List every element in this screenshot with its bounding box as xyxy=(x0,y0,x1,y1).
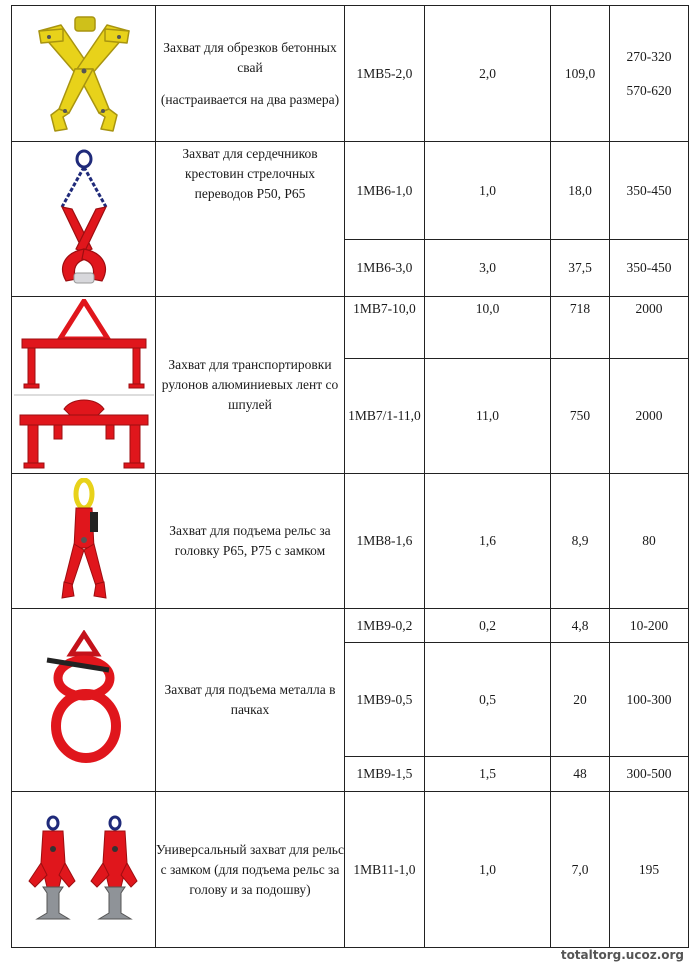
product-image-cell xyxy=(12,474,156,609)
product-image-cell xyxy=(12,609,156,792)
product-name-line: Захват для сердечников крестовин стрелочных переводов Р50, Р65 xyxy=(182,146,318,201)
mass-cell: 4,8 xyxy=(551,609,610,643)
size-cell: 2000 xyxy=(610,297,689,359)
model-cell: 1МВ7/1-11,0 xyxy=(345,359,425,474)
product-name-cell xyxy=(156,297,345,474)
load-cell: 0,2 xyxy=(425,609,551,643)
mass-cell: 18,0 xyxy=(551,142,610,240)
product-name-line: Захват для обрезков бетонных свай xyxy=(163,39,337,75)
red-universal-rail-grab-pair-icon xyxy=(19,815,149,925)
load-cell: 1,0 xyxy=(425,792,551,948)
load-cell: 2,0 xyxy=(425,6,551,142)
mass-cell: 7,0 xyxy=(551,792,610,948)
size-cell: 350-450 xyxy=(610,142,689,240)
table-row xyxy=(12,6,689,142)
product-name-cell xyxy=(156,142,345,297)
product-name-line: Захват для транспортировки рулонов алюминиевых лент со шпулей xyxy=(161,357,339,412)
model-cell: 1МВ9-0,2 xyxy=(345,609,425,643)
mass-cell: 8,9 xyxy=(551,474,610,609)
product-name-cell xyxy=(156,792,345,948)
product-name-note: (настраивается на два размера) xyxy=(160,91,340,107)
mass-cell: 20 xyxy=(551,643,610,757)
red-loop-bundle-grab-icon xyxy=(39,630,129,770)
table-row xyxy=(12,474,689,609)
size-cell xyxy=(610,6,689,142)
model-cell: 1МВ6-3,0 xyxy=(345,240,425,297)
product-image-cell xyxy=(12,6,156,142)
size-cell: 350-450 xyxy=(610,240,689,297)
size-value: 270-320 xyxy=(626,48,672,64)
model-cell: 1МВ9-1,5 xyxy=(345,757,425,792)
product-name-cell xyxy=(156,609,345,792)
load-cell: 3,0 xyxy=(425,240,551,297)
load-cell: 11,0 xyxy=(425,359,551,474)
model-cell: 1МВ7-10,0 xyxy=(345,297,425,359)
red-scissor-grab-with-chain-icon xyxy=(44,149,124,289)
load-cell: 1,0 xyxy=(425,142,551,240)
product-name-line: Захват для подъема металла в пачках xyxy=(164,682,336,717)
mass-cell: 750 xyxy=(551,359,610,474)
product-image-cell xyxy=(12,792,156,948)
table-row xyxy=(12,609,689,643)
product-name-line: Захват для подъема рельс за головку Р65, Р75 с замком xyxy=(169,523,331,558)
size-cell: 195 xyxy=(610,792,689,948)
product-name-line: Универсальный захват для рельс с замком (для подъема рельс за голову и за подошву) xyxy=(156,841,344,897)
table-row xyxy=(12,142,689,240)
mass-cell: 37,5 xyxy=(551,240,610,297)
table-row xyxy=(12,297,689,359)
load-cell: 10,0 xyxy=(425,297,551,359)
model-cell: 1МВ9-0,5 xyxy=(345,643,425,757)
size-cell: 10-200 xyxy=(610,609,689,643)
size-cell: 100-300 xyxy=(610,643,689,757)
model-cell: 1МВ8-1,6 xyxy=(345,474,425,609)
model-cell: 1МВ6-1,0 xyxy=(345,142,425,240)
load-cell: 1,6 xyxy=(425,474,551,609)
product-image-cell xyxy=(12,297,156,474)
load-cell: 0,5 xyxy=(425,643,551,757)
size-cell: 2000 xyxy=(610,359,689,474)
model-cell: 1МВ11-1,0 xyxy=(345,792,425,948)
model-cell: 1МВ5-2,0 xyxy=(345,6,425,142)
product-spec-table xyxy=(11,5,689,948)
product-image-cell xyxy=(12,142,156,297)
size-value: 570-620 xyxy=(626,82,672,98)
red-rail-head-grab-icon xyxy=(54,478,114,604)
watermark: totaltorg.ucoz.org xyxy=(560,948,684,962)
table-row xyxy=(12,792,689,948)
load-cell: 1,5 xyxy=(425,757,551,792)
size-cell: 300-500 xyxy=(610,757,689,792)
yellow-pile-grab-icon xyxy=(29,13,139,135)
mass-cell: 48 xyxy=(551,757,610,792)
mass-cell: 718 xyxy=(551,297,610,359)
size-cell: 80 xyxy=(610,474,689,609)
mass-cell: 109,0 xyxy=(551,6,610,142)
product-name-cell xyxy=(156,474,345,609)
red-coil-lifting-beam-icon xyxy=(14,299,154,471)
product-name-cell xyxy=(156,6,345,142)
